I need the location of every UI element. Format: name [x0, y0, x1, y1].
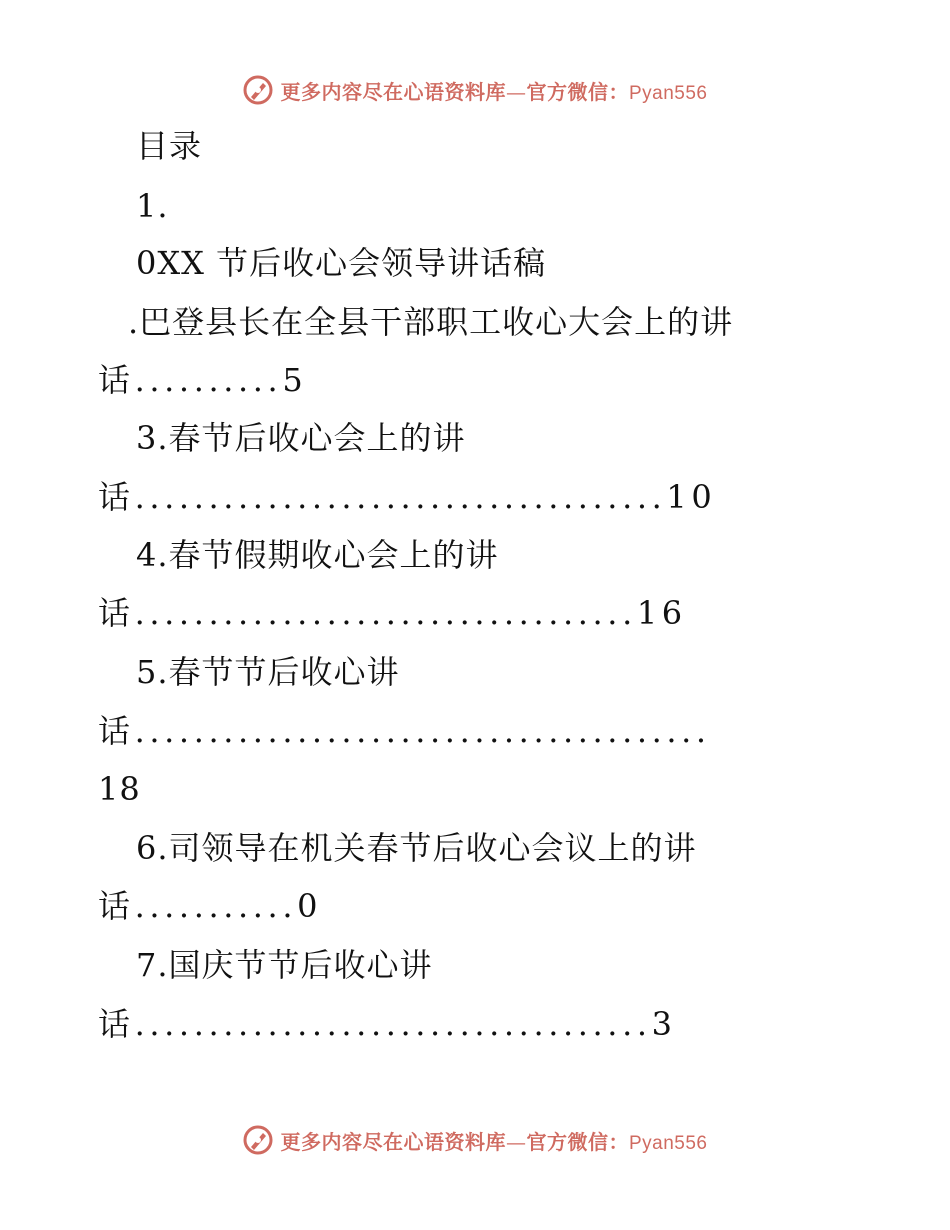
toc-item-6-leader: 话...........0 — [98, 887, 323, 925]
watermark-group — [242, 1124, 707, 1156]
toc-item-2-leader: 话..........5 — [98, 361, 308, 399]
toc-item-5-title: 5.春节节后收心讲 — [136, 653, 400, 691]
watermark-text-latin: Pyan556 — [628, 82, 708, 104]
pen-logo-icon — [242, 74, 274, 106]
toc-item-2-title: .巴登县长在全县干部职工收心大会上的讲 — [128, 303, 734, 341]
toc-item-5-page: 18 — [98, 770, 141, 808]
watermark-separator: — — [505, 1129, 527, 1154]
watermark-text-cn2: 官方微信： — [526, 1129, 629, 1154]
toc-item-7-title: 7.国庆节节后收心讲 — [136, 946, 433, 984]
watermark-text — [280, 1126, 707, 1155]
watermark-header — [0, 70, 950, 110]
toc-item-4-leader: 话..................................16 — [98, 594, 687, 632]
toc-item-4-title: 4.春节假期收心会上的讲 — [136, 536, 499, 574]
watermark-text-latin: Pyan556 — [628, 1132, 708, 1154]
pen-logo-icon — [242, 1124, 274, 1156]
watermark-separator: — — [505, 79, 527, 104]
toc-item-7-leader: 话...................................3 — [98, 1005, 677, 1043]
toc-heading: 目录 — [136, 127, 203, 165]
watermark-text-cn: 更多内容尽在心语资料库 — [280, 1129, 506, 1154]
watermark-text-cn: 更多内容尽在心语资料库 — [280, 79, 506, 104]
toc-item-3-title: 3.春节后收心会上的讲 — [136, 419, 466, 457]
toc-item-6-title: 6.司领导在机关春节后收心会议上的讲 — [136, 829, 697, 867]
watermark-text — [280, 76, 707, 105]
toc-item-1-title: 0XX 节后收心会领导讲话稿 — [136, 244, 547, 282]
watermark-text-cn2: 官方微信： — [526, 79, 629, 104]
watermark-footer — [0, 1120, 950, 1160]
toc-item-1-number: 1. — [136, 187, 169, 225]
toc-item-5-leader: 话....................................... — [98, 712, 711, 750]
watermark-group — [242, 74, 707, 106]
toc-item-3-leader: 话....................................10 — [98, 478, 717, 516]
